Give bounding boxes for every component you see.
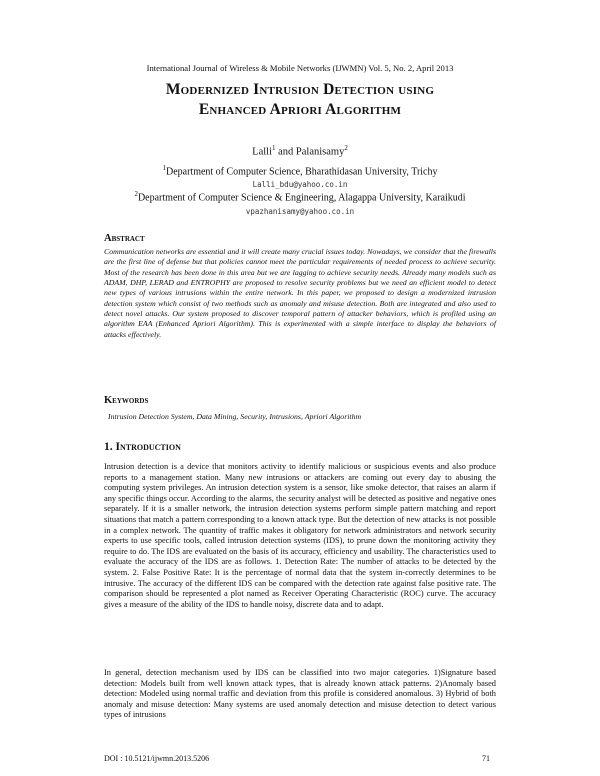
author-1-sup: 1: [271, 144, 276, 152]
author-conjunction: and: [275, 146, 296, 158]
affiliation-2-text: Department of Computer Science & Engineering, Alagappa University, Karaikudi: [137, 192, 466, 204]
authors: [0, 144, 600, 158]
affiliation-1-sup: 1: [162, 164, 166, 172]
affiliation-1-email[interactable]: Lalli_bdu@yahoo.co.in: [252, 180, 348, 189]
affiliation-2-email[interactable]: vpazhanisamy@yahoo.co.in: [245, 207, 355, 216]
journal-header: International Journal of Wireless & Mobile Networks (IJWMN) Vol. 5, No. 2, April 2013: [146, 63, 454, 73]
paper-title: [0, 80, 600, 120]
keywords-heading: Keywords: [104, 395, 149, 406]
introduction-paragraph-1: Intrusion detection is a device that monitors activity to identify malicious or suspicious events and also produce reports to a management station. Many new intrusions or attackers are coming out every day to abusing the computing system privileges. An intrusion detection system is a sensor, like smoke detector, that raises an alarm if any specific things occur. According to the alarms, the security analyst will be detected as positive and negative ones separately. If it is a smaller network, the intrusion detection systems perform simple pattern matching and report situations that match a pattern corresponding to a known attack type. But the detection of new attacks is not possible in a complex network. The quantity of traffic makes it obligatory for network administrators and network security experts to use specific tools, called intrusion detection systems (IDS), to prune down the monitoring activity they require to do. The IDS are evaluated on the basis of its accuracy, efficiency and usability. The characteristics used to evaluate the accuracy of the IDS are as follows. 1. Detection Rate: The number of attacks to be detected by the system. 2. False Positive Rate: It is the percentage of normal data that the system in-correctly determines to be intrusive. The accuracy of the different IDS can be compared with the detection rate against false positive rate. The comparison should be represented a plot named as Receiver Operating Characteristic (ROC) curve. The accuracy gives a measure of the ability of the IDS to handle noisy, discrete data and to adapt.: [104, 462, 496, 609]
footer-doi: DOI : 10.5121/ijwmn.2013.5206: [104, 754, 210, 763]
affiliation-1-text: Department of Computer Science, Bharathidasan University, Trichy: [165, 166, 438, 178]
author-1: Lalli: [252, 146, 272, 158]
title-line-2: Enhanced Apriori Algorithm: [198, 101, 402, 118]
affiliation-2: [0, 190, 600, 203]
affiliation-2-sup: 2: [134, 190, 138, 198]
keywords-text: Intrusion Detection System, Data Mining, Security, Intrusions, Apriori Algorithm: [108, 412, 362, 421]
author-2-sup: 2: [344, 144, 348, 152]
affiliation-1: [0, 164, 600, 177]
title-line-1: Modernized Intrusion Detection using: [165, 81, 435, 98]
abstract-text: Communication networks are essential and it will create many crucial issues today. Nowadays, we consider that the firewalls are the first line of defense but that policies cannot meet the particular requirements of needed process to achieve security. Most of the research has been done in this area but we are lagging to achieve security needs. Already many models such as ADAM, DHP, LERAD and ENTROPHY are proposed to resolve security problems but we need an efficient model to detect new types of various intrusions within the entire network. In this paper, we proposed to design a modernized intrusion detection system which consist of two methods such as anomaly and misuse detection. Both are integrated and also used to detect novel attacks. Our system proposed to discover temporal pattern of attacker behaviors, which is profiled using an algorithm EAA (Enhanced Apriori Algorithm). This is experimented with a simple interface to display the behaviors of attacks effectively.: [104, 247, 496, 339]
footer-page-number: 71: [482, 754, 490, 763]
author-2: Palanisamy: [295, 146, 345, 158]
introduction-heading: 1. Introduction: [104, 441, 181, 453]
abstract-heading: Abstract: [104, 233, 145, 244]
introduction-paragraph-2: In general, detection mechanism used by IDS can be classified into two major categories. 1)Signature based detection: Models built from well known attack types, that is already known attack patterns. 2)Anomaly based detection: Modeled using normal traffic and deviation from this profile is considered anomalous. 3) Hybrid of both anomaly and misuse detection: Many systems are used anomaly detection and misuse detection to detect various types of intrusions: [104, 668, 496, 720]
